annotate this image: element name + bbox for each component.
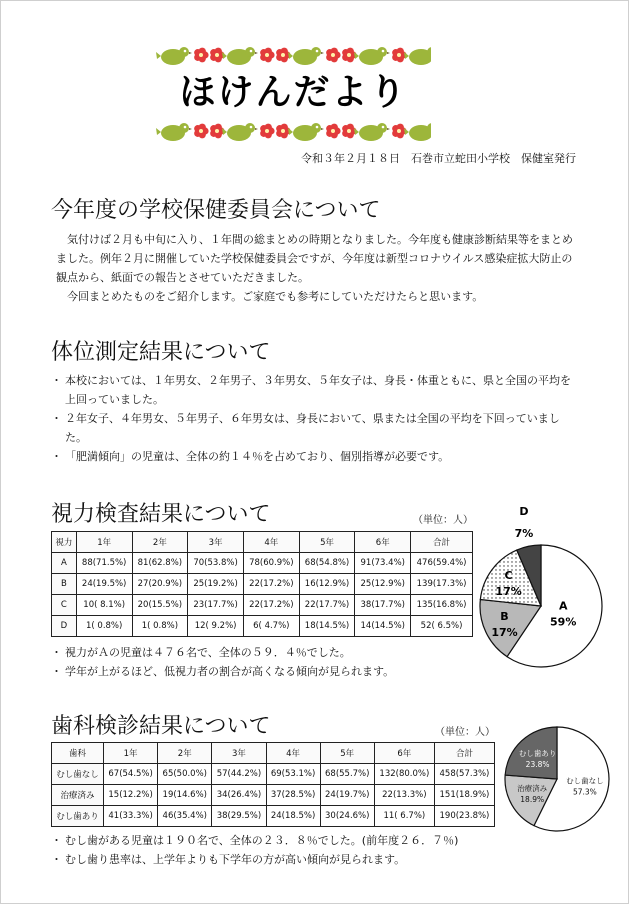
- table-row: [52, 553, 473, 574]
- table-header-row: [52, 743, 495, 764]
- heading-committee: 今年度の学校保健委員会について: [51, 198, 381, 223]
- list-item: ・ 学年が上がるほど、低視力者の割合が高くなる傾向が見られます。: [51, 665, 395, 678]
- table-row: [52, 574, 473, 595]
- newsletter-title: ほけんだより: [179, 72, 408, 113]
- table-cell: 476(59.4%): [411, 553, 473, 574]
- committee-text: [56, 230, 576, 306]
- bird-icon: [156, 47, 192, 65]
- row-header-cell: C: [52, 595, 77, 616]
- vision-unit: （単位：人）: [413, 515, 473, 526]
- table-cell: 16(12.9%): [299, 574, 355, 595]
- row-header-cell: B: [52, 574, 77, 595]
- table-cell: 67(54.5%): [104, 764, 158, 785]
- committee-paragraph: 今回まとめたものをご紹介します。ご家庭でも参考にしていただけたらと思います。: [67, 290, 484, 303]
- bullet-text: むし歯がある児童は１９０名で、全体の２３．８％でした。(前年度２６．７％): [65, 834, 459, 847]
- bullet-text: ２年女子、４年男女、５年男子、６年男女は、身長において、県または全国の平均を下回っていました。: [65, 412, 560, 444]
- pie-label: C: [504, 569, 513, 583]
- column-header: 歯科: [52, 743, 104, 764]
- table-cell: 68(54.8%): [299, 553, 355, 574]
- table-cell: 24(18.5%): [266, 806, 320, 827]
- table-cell: 22(13.3%): [374, 785, 434, 806]
- bullet-text: 本校においては、１年男女、２年男子、３年男女、５年女子は、身長・体重ともに、県と全国の平均を上回っていました。: [65, 374, 571, 406]
- table-cell: 19(14.6%): [158, 785, 212, 806]
- flower-icon: [194, 124, 208, 139]
- table-row: [52, 785, 495, 806]
- bullet-text: 学年が上がるほど、低視力者の割合が高くなる傾向が見られます。: [65, 665, 395, 678]
- table-cell: 151(18.9%): [434, 785, 494, 806]
- table-cell: 24(19.7%): [320, 785, 374, 806]
- flower-icon: [260, 124, 274, 139]
- bird-icon: [404, 47, 431, 65]
- table-cell: 12( 9.2%): [188, 616, 244, 637]
- table-cell: 135(16.8%): [411, 595, 473, 616]
- pie-label: 59%: [550, 615, 577, 629]
- bird-icon: [404, 123, 431, 141]
- pie-label: 治療済み: [517, 784, 548, 794]
- column-header: 2年: [158, 743, 212, 764]
- table-cell: 38(17.7%): [355, 595, 411, 616]
- column-header: 4年: [243, 532, 299, 553]
- masthead: [156, 41, 431, 146]
- table-cell: 18(14.5%): [299, 616, 355, 637]
- list-item: ・ 「肥満傾向」の児童は、全体の約１４％を占めており、個別指導が必要です。: [51, 450, 450, 463]
- table-cell: 68(55.7%): [320, 764, 374, 785]
- table-cell: 139(17.3%): [411, 574, 473, 595]
- dental-table: [51, 742, 495, 827]
- table-cell: 24(19.5%): [76, 574, 132, 595]
- issue-line: 令和３年２月１８日 石巻市立蛇田小学校 保健室発行: [301, 152, 576, 165]
- vision-table: [51, 531, 473, 637]
- table-cell: 37(28.5%): [266, 785, 320, 806]
- column-header: 5年: [299, 532, 355, 553]
- table-cell: 27(20.9%): [132, 574, 188, 595]
- heading-vision: 視力検査結果について: [51, 502, 271, 527]
- table-cell: 6( 4.7%): [243, 616, 299, 637]
- table-cell: 41(33.3%): [104, 806, 158, 827]
- table-cell: 14(14.5%): [355, 616, 411, 637]
- dental-pie-chart: [501, 723, 613, 835]
- column-header: 合計: [411, 532, 473, 553]
- table-cell: 91(73.4%): [355, 553, 411, 574]
- table-cell: 10( 8.1%): [76, 595, 132, 616]
- table-cell: 20(15.5%): [132, 595, 188, 616]
- table-cell: 57(44.2%): [212, 764, 266, 785]
- pie-label: 57.3%: [572, 787, 597, 797]
- column-header: 3年: [212, 743, 266, 764]
- column-header: 6年: [374, 743, 434, 764]
- table-row: [52, 595, 473, 616]
- dental-bullets: [51, 831, 581, 869]
- bullet-text: むし歯り患率は、上学年よりも下学年の方が高い傾向が見られます。: [65, 853, 406, 866]
- table-row: [52, 764, 495, 785]
- column-header: 1年: [104, 743, 158, 764]
- table-cell: 25(19.2%): [188, 574, 244, 595]
- column-header: 6年: [355, 532, 411, 553]
- table-cell: 25(12.9%): [355, 574, 411, 595]
- table-cell: 81(62.8%): [132, 553, 188, 574]
- heading-dental: 歯科検診結果について: [51, 714, 271, 739]
- table-cell: 34(26.4%): [212, 785, 266, 806]
- bird-icon: [354, 123, 390, 141]
- bullet-text: 「肥満傾向」の児童は、全体の約１４％を占めており、個別指導が必要です。: [65, 450, 450, 463]
- bird-flower-border-bottom: [156, 117, 431, 145]
- table-header-row: [52, 532, 473, 553]
- table-cell: 190(23.8%): [434, 806, 494, 827]
- row-header-cell: 治療済み: [52, 785, 104, 806]
- table-cell: 38(29.5%): [212, 806, 266, 827]
- row-header-cell: A: [52, 553, 77, 574]
- column-header: 合計: [434, 743, 494, 764]
- heading-physical: 体位測定結果について: [51, 340, 271, 365]
- pie-label: 18.9%: [520, 795, 545, 805]
- table-cell: 78(60.9%): [243, 553, 299, 574]
- table-cell: 132(80.0%): [374, 764, 434, 785]
- flower-icon: [260, 48, 274, 63]
- flower-icon: [326, 124, 340, 139]
- list-item: ・ 視力がＡの児童は４７６名で、全体の５９．４％でした。: [51, 646, 351, 659]
- row-header-cell: むし歯なし: [52, 764, 104, 785]
- table-cell: 88(71.5%): [76, 553, 132, 574]
- row-header-cell: むし歯あり: [52, 806, 104, 827]
- pie-label: B: [500, 610, 509, 623]
- list-item: ・ 本校においては、１年男女、２年男子、３年男女、５年女子は、身長・体重ともに、県と全国の平均を上回っていました。: [51, 374, 571, 406]
- table-cell: 1( 0.8%): [76, 616, 132, 637]
- table-cell: 22(17.2%): [243, 595, 299, 616]
- pie-label: 7%: [514, 527, 534, 540]
- column-header: 1年: [76, 532, 132, 553]
- pie-label: 23.8%: [525, 760, 550, 769]
- table-cell: 1( 0.8%): [132, 616, 188, 637]
- table-cell: 70(53.8%): [188, 553, 244, 574]
- table-row: [52, 806, 495, 827]
- table-cell: 69(53.1%): [266, 764, 320, 785]
- flower-icon: [326, 48, 340, 63]
- pie-label: D: [519, 505, 529, 518]
- table-cell: 15(12.2%): [104, 785, 158, 806]
- list-item: ・ ２年女子、４年男女、５年男子、６年男女は、身長において、県または全国の平均を下回っていました。: [51, 412, 560, 444]
- bird-icon: [156, 123, 192, 141]
- vision-pie-chart: [471, 501, 611, 676]
- table-cell: 22(17.2%): [243, 574, 299, 595]
- pie-label: 17%: [495, 585, 522, 599]
- pie-label: むし歯あり: [518, 749, 557, 758]
- bird-flower-border-top: [156, 41, 431, 69]
- row-header-cell: D: [52, 616, 77, 637]
- flower-icon: [194, 48, 208, 63]
- pie-label: A: [558, 599, 568, 613]
- bird-icon: [222, 123, 258, 141]
- table-cell: 30(24.6%): [320, 806, 374, 827]
- bird-icon: [222, 47, 258, 65]
- committee-paragraph: 気付けば２月も中旬に入り、１年間の総まとめの時期となりました。今年度も健康診断結果等をまとめました。例年２月に開催していた学校保健委員会ですが、今年度は新型コロナウイルス感染症拡大防止の観点から、紙面での報告とさせていただきました。: [56, 233, 573, 284]
- bullet-text: 視力がＡの児童は４７６名で、全体の５９．４％でした。: [65, 646, 351, 659]
- column-header: 5年: [320, 743, 374, 764]
- table-cell: 65(50.0%): [158, 764, 212, 785]
- column-header: 4年: [266, 743, 320, 764]
- table-cell: 11( 6.7%): [374, 806, 434, 827]
- bird-icon: [288, 123, 324, 141]
- column-header: 視力: [52, 532, 77, 553]
- dental-unit: （単位：人）: [435, 727, 495, 738]
- list-item: ・ むし歯り患率は、上学年よりも下学年の方が高い傾向が見られます。: [51, 853, 406, 866]
- table-row: [52, 616, 473, 637]
- column-header: 2年: [132, 532, 188, 553]
- table-cell: 458(57.3%): [434, 764, 494, 785]
- physical-bullets: [51, 371, 581, 466]
- table-cell: 46(35.4%): [158, 806, 212, 827]
- bird-icon: [354, 47, 390, 65]
- bird-icon: [288, 47, 324, 65]
- list-item: ・ むし歯がある児童は１９０名で、全体の２３．８％でした。(前年度２６．７％): [51, 834, 459, 847]
- table-cell: 52( 6.5%): [411, 616, 473, 637]
- pie-label: 17%: [491, 626, 518, 639]
- table-cell: 22(17.7%): [299, 595, 355, 616]
- pie-label: むし歯なし: [566, 776, 604, 786]
- table-cell: 23(17.7%): [188, 595, 244, 616]
- column-header: 3年: [188, 532, 244, 553]
